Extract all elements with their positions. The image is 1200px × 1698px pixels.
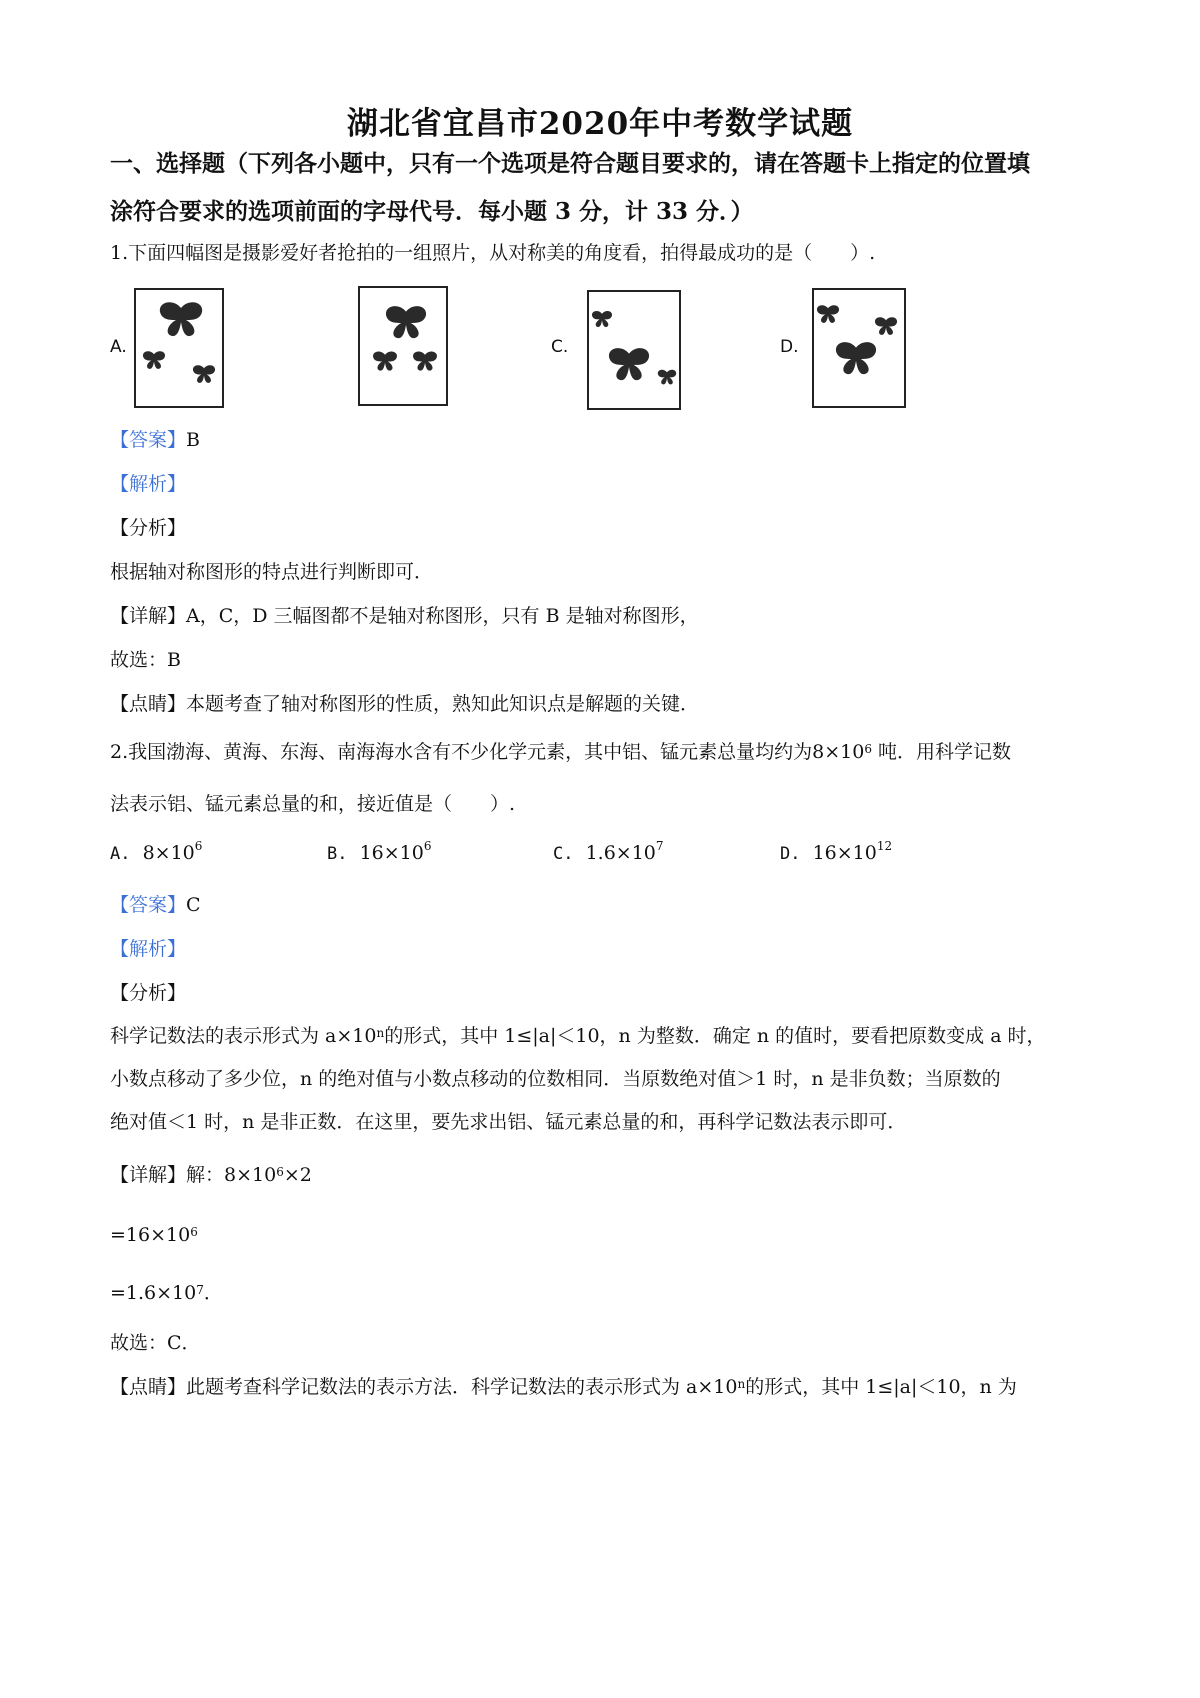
- option-exp: 12: [876, 839, 893, 853]
- section-heading-line2: 涂符合要求的选项前面的字母代号．每小题 3 分，计 33 分．）: [110, 198, 754, 225]
- q2-xiangjie: [110, 1160, 1110, 1190]
- butterfly-icon: [192, 364, 216, 384]
- fenxi-exp: n: [376, 1026, 385, 1040]
- step2-exp: 7: [196, 1283, 204, 1297]
- step1-base: =16×10: [110, 1224, 191, 1246]
- butterfly-icon: [412, 350, 438, 372]
- option-base: 16×10: [812, 842, 877, 864]
- xiangjie-text: 【详解】解：: [110, 1164, 225, 1186]
- butterfly-icon: [158, 300, 204, 338]
- butterfly-icon: [874, 316, 898, 336]
- q2-jiexi-heading: 【解析】: [110, 938, 187, 960]
- step2-end: ．: [203, 1282, 223, 1304]
- q2-stem-text-a: 2.我国渤海、黄海、东海、南海海水含有不少化学元素，其中铝、锰元素总量均约为: [110, 741, 813, 763]
- q2-guxuan: 故选：C．: [110, 1332, 201, 1354]
- q1-dianjing: 【点睛】本题考查了轴对称图形的性质，熟知此知识点是解题的关键．: [110, 693, 700, 715]
- q1-answer: [110, 425, 1110, 455]
- option-label: B.: [327, 844, 348, 864]
- dianjing-exp: n: [737, 1377, 746, 1391]
- q1-option-d-label: D.: [780, 337, 799, 357]
- q2-step2: [110, 1278, 1110, 1308]
- dianjing-text-a: 【点睛】此题考查科学记数法的表示方法．科学记数法的表示形式为 a×10: [110, 1376, 738, 1398]
- q1-option-a-label: A.: [110, 337, 127, 357]
- q2-option-c: [553, 839, 664, 864]
- answer-tag: 【答案】: [110, 894, 187, 916]
- butterfly-icon: [372, 350, 398, 372]
- page-title: 湖北省宜昌市2020年中考数学试题: [346, 106, 854, 142]
- answer-value: C: [186, 894, 201, 916]
- q2-stem-text-b: 吨．用科学记数: [871, 741, 1012, 763]
- q1-option-a-photo: [134, 288, 224, 408]
- q2-stem-line1: [110, 737, 1110, 767]
- q1-stem: 1.下面四幅图是摄影爱好者抢拍的一组照片，从对称美的角度看，拍得最成功的是（ ）.: [110, 242, 876, 264]
- q2-fenxi-heading: 【分析】: [110, 982, 187, 1004]
- xiangjie-math-b: ×2: [283, 1164, 312, 1186]
- section-heading-line1: 一、选择题（下列各小题中，只有一个选项是符合题目要求的，请在答题卡上指定的位置填: [110, 150, 1030, 177]
- butterfly-icon: [816, 304, 840, 324]
- q2-fenxi-line2: 小数点移动了多少位，n 的绝对值与小数点移动的位数相同．当原数绝对值＞1 时，n 是非负数；当原数的: [110, 1068, 1001, 1090]
- fenxi-text-a: 科学记数法的表示形式为 a×10: [110, 1025, 377, 1047]
- xiangjie-math: 8×10: [224, 1164, 277, 1186]
- q1-fenxi-text: 根据轴对称图形的特点进行判断即可．: [110, 561, 434, 583]
- option-label: D.: [780, 844, 801, 864]
- q2-stem-math: 8×10: [812, 741, 865, 763]
- q2-dianjing: [110, 1372, 1110, 1402]
- q1-jiexi-heading: 【解析】: [110, 473, 187, 495]
- q2-fenxi-line1: [110, 1021, 1110, 1051]
- q2-option-d: [780, 839, 893, 864]
- butterfly-icon: [607, 346, 651, 382]
- option-base: 16×10: [359, 842, 424, 864]
- q1-option-c-photo: [587, 290, 681, 410]
- q2-option-b: [327, 839, 432, 864]
- option-exp: 6: [194, 839, 203, 853]
- step2-base: =1.6×10: [110, 1282, 197, 1304]
- q2-answer: [110, 890, 1110, 920]
- q2-stem-line2: 法表示铝、锰元素总量的和，接近值是（ ）.: [110, 793, 516, 815]
- butterfly-icon: [142, 350, 166, 370]
- q2-option-a: [110, 839, 203, 864]
- q1-guxuan: 故选：B: [110, 649, 181, 671]
- answer-value: B: [186, 429, 200, 451]
- q2-fenxi-line3: 绝对值＜1 时，n 是非正数．在这里，要先求出铝、锰元素总量的和，再科学记数法表示即可．: [110, 1111, 907, 1133]
- q1-option-b-photo: [358, 286, 448, 406]
- step1-exp: 6: [190, 1225, 198, 1239]
- fenxi-text-b: 的形式，其中 1≤|a|＜10，n 为整数．确定 n 的值时，要看把原数变成 a 时，: [384, 1025, 1046, 1047]
- option-base: 1.6×10: [585, 842, 656, 864]
- answer-tag: 【答案】: [110, 429, 187, 451]
- q1-xiangjie: 【详解】A，C，D 三幅图都不是轴对称图形，只有 B 是轴对称图形，: [110, 605, 699, 627]
- dianjing-text-b: 的形式，其中 1≤|a|＜10，n 为: [745, 1376, 1017, 1398]
- butterfly-icon: [591, 310, 613, 328]
- q2-stem-exp: 6: [864, 742, 872, 756]
- q2-step1: [110, 1220, 1110, 1250]
- option-label: A.: [110, 844, 131, 864]
- q1-fenxi-heading: 【分析】: [110, 517, 187, 539]
- xiangjie-exp: 6: [276, 1165, 284, 1179]
- option-exp: 7: [655, 839, 664, 853]
- option-base: 8×10: [142, 842, 195, 864]
- q1-option-c-label: C.: [551, 337, 569, 357]
- butterfly-icon: [834, 340, 878, 376]
- option-exp: 6: [423, 839, 432, 853]
- butterfly-icon: [657, 368, 677, 386]
- q1-option-d-photo: [812, 288, 906, 408]
- option-label: C.: [553, 844, 574, 864]
- butterfly-icon: [384, 304, 428, 340]
